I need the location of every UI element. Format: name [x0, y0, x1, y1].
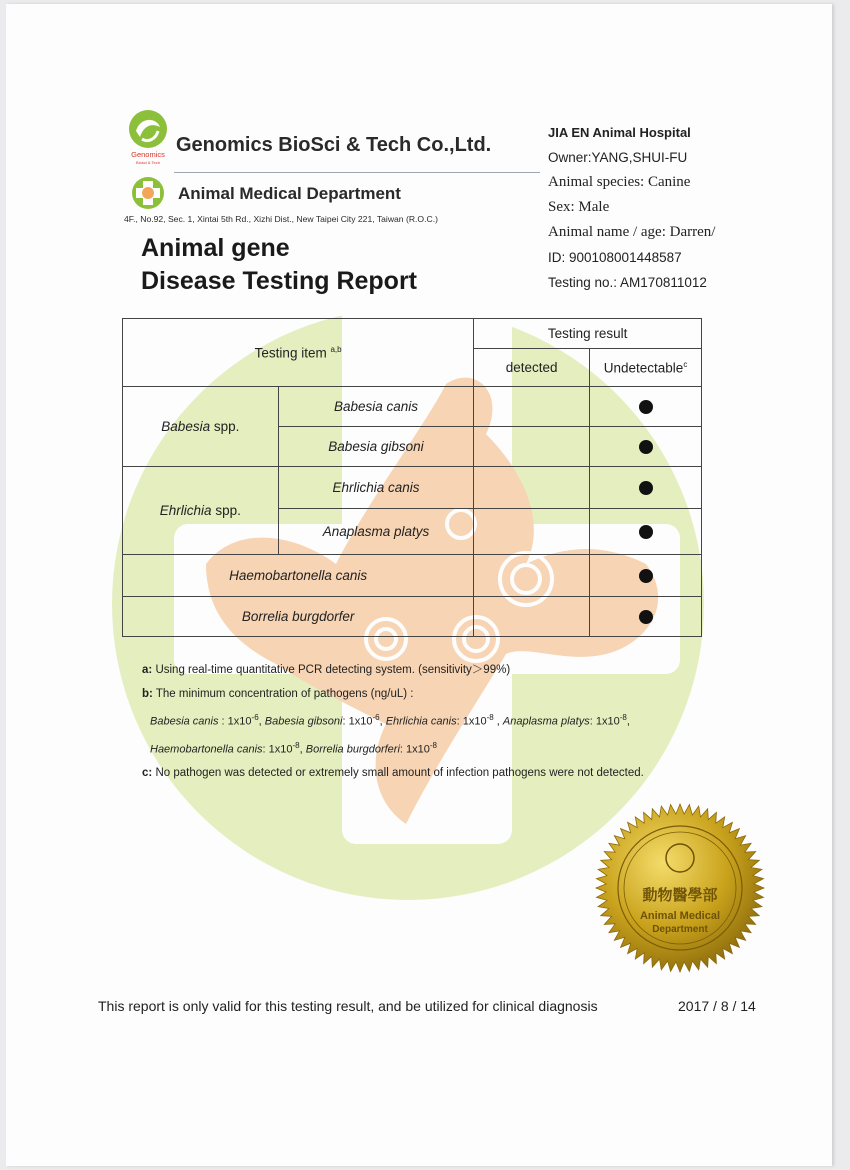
item-name: Babesia gibsoni — [278, 427, 474, 467]
separator: , — [299, 743, 306, 756]
item-name: Anaplasma platys — [278, 509, 474, 555]
hospital-name: JIA EN Animal Hospital — [548, 125, 691, 140]
report-title-line1: Animal gene — [141, 234, 290, 262]
animal-species: Animal species: Canine — [548, 174, 691, 190]
undetectable-cell — [590, 555, 702, 597]
separator: : — [456, 715, 463, 728]
company-address: 4F., No.92, Sec. 1, Xintai 5th Rd., Xizhi Dist., New Taipei City 221, Taiwan (R.O.C.) — [124, 214, 438, 224]
animal-sex: Sex: Male — [548, 199, 610, 215]
exponent: -8 — [429, 740, 438, 750]
separator: : — [399, 743, 407, 756]
undetectable-cell — [590, 509, 702, 555]
pathogen-name: Babesia canis — [150, 715, 219, 728]
testing-result-header: Testing result — [474, 319, 702, 349]
result-dot-icon — [639, 400, 653, 414]
validity-statement: This report is only valid for this testing result, and be utilized for clinical diagnosis — [98, 998, 598, 1014]
pathogen-name: Haemobartonella canis — [150, 743, 263, 756]
note-c-label: c: — [142, 767, 153, 780]
testing-number: Testing no.: AM170811012 — [548, 275, 707, 290]
footnotes — [142, 658, 644, 785]
undetectable-cell — [590, 597, 702, 637]
note-b-label: b: — [142, 688, 153, 700]
seal-chinese-text: 動物醫學部 — [642, 886, 718, 904]
results-table — [122, 318, 702, 637]
seal-text-line1: Animal Medical — [639, 910, 721, 922]
separator: : — [589, 715, 596, 728]
company-logo-icon — [126, 109, 170, 167]
header-divider — [174, 172, 540, 173]
group-name: Ehrlichia — [159, 503, 212, 518]
table-row — [123, 597, 702, 637]
group-cell-babesia — [123, 387, 279, 467]
result-dot-icon — [639, 569, 653, 583]
note-c-text: No pathogen was detected or extremely small amount of infection pathogens were not detected. — [155, 767, 644, 780]
result-dot-icon — [639, 525, 653, 539]
medical-cross-icon — [131, 176, 165, 210]
patient-info — [548, 120, 715, 295]
testing-item-label: Testing item — [254, 345, 327, 361]
logo-text: Genomics — [131, 150, 165, 159]
note-a-label: a: — [142, 664, 153, 676]
undetectable-label: Undetectable — [603, 360, 684, 376]
group-name: Babesia — [161, 419, 211, 434]
undetectable-cell — [590, 427, 702, 467]
detected-cell — [474, 597, 590, 637]
concentration: 1x10 — [268, 743, 293, 756]
pathogen-name: Babesia gibsoni — [264, 715, 343, 728]
result-dot-icon — [639, 481, 653, 495]
result-dot-icon — [639, 440, 653, 454]
separator: : — [218, 715, 228, 728]
seal-text-line2: Department — [652, 924, 708, 935]
exponent: -8 — [619, 713, 627, 722]
report-title-line2: Disease Testing Report — [141, 267, 418, 295]
group-suffix: spp. — [210, 419, 240, 434]
detected-cell — [474, 387, 590, 427]
concentration: 1x10 — [348, 715, 373, 728]
note-b — [142, 682, 644, 706]
table-row — [123, 467, 702, 509]
concentration: 1x10 — [406, 743, 430, 756]
company-name: Genomics BioSci & Tech Co.,Ltd. — [176, 134, 492, 156]
group-cell-ehrlichia — [123, 467, 279, 555]
exponent: -6 — [372, 713, 380, 722]
detected-header: detected — [474, 349, 590, 387]
separator: , — [626, 715, 630, 728]
report-page — [6, 4, 832, 1166]
group-suffix: spp. — [211, 503, 241, 518]
item-name: Babesia canis — [278, 387, 474, 427]
testing-item-header — [123, 319, 474, 387]
result-dot-icon — [639, 610, 653, 624]
pathogen-name: Borrelia burgdorferi — [305, 743, 400, 756]
testing-item-superscript: a,b — [330, 344, 342, 354]
separator: , — [258, 715, 265, 728]
pathogen-name: Anaplasma platys — [502, 715, 590, 728]
exponent: -6 — [251, 713, 259, 722]
table-row — [123, 387, 702, 427]
detected-cell — [474, 509, 590, 555]
item-name: Ehrlichia canis — [278, 467, 474, 509]
undetectable-cell — [590, 387, 702, 427]
exponent: -8 — [292, 740, 300, 750]
note-b-line2 — [142, 734, 644, 762]
detected-cell — [474, 555, 590, 597]
animal-name-age: Animal name / age: Darren/ — [548, 224, 716, 240]
note-b-line1 — [142, 706, 644, 734]
undetectable-superscript: c — [683, 359, 688, 369]
logo-subtext: Biosci & Tech — [136, 160, 160, 165]
undetectable-cell — [590, 467, 702, 509]
separator: , — [493, 715, 503, 728]
pathogen-name: Ehrlichia canis — [385, 715, 457, 728]
separator: : — [262, 743, 269, 756]
concentration: 1x10 — [227, 715, 252, 728]
department-name: Animal Medical Department — [178, 184, 401, 203]
table-row — [123, 555, 702, 597]
separator: , — [379, 715, 386, 728]
note-a — [142, 658, 644, 682]
report-date: 2017 / 8 / 14 — [678, 998, 756, 1014]
animal-id: ID: 900108001448587 — [548, 250, 682, 265]
item-name: Haemobartonella canis — [123, 555, 474, 597]
note-b-text: The minimum concentration of pathogens (ng/uL) : — [155, 688, 414, 700]
gold-seal-icon — [594, 802, 766, 974]
separator: : — [342, 715, 349, 728]
note-c — [142, 761, 644, 785]
owner-name: Owner:YANG,SHUI-FU — [548, 150, 688, 165]
detected-cell — [474, 427, 590, 467]
item-name: Borrelia burgdorfer — [123, 597, 474, 637]
exponent: -8 — [486, 713, 494, 722]
detected-cell — [474, 467, 590, 509]
undetectable-header — [590, 349, 702, 387]
note-a-text: Using real-time quantitative PCR detecting system. (sensitivity＞99%) — [155, 664, 511, 676]
concentration: 1x10 — [595, 715, 620, 728]
concentration: 1x10 — [462, 715, 487, 728]
